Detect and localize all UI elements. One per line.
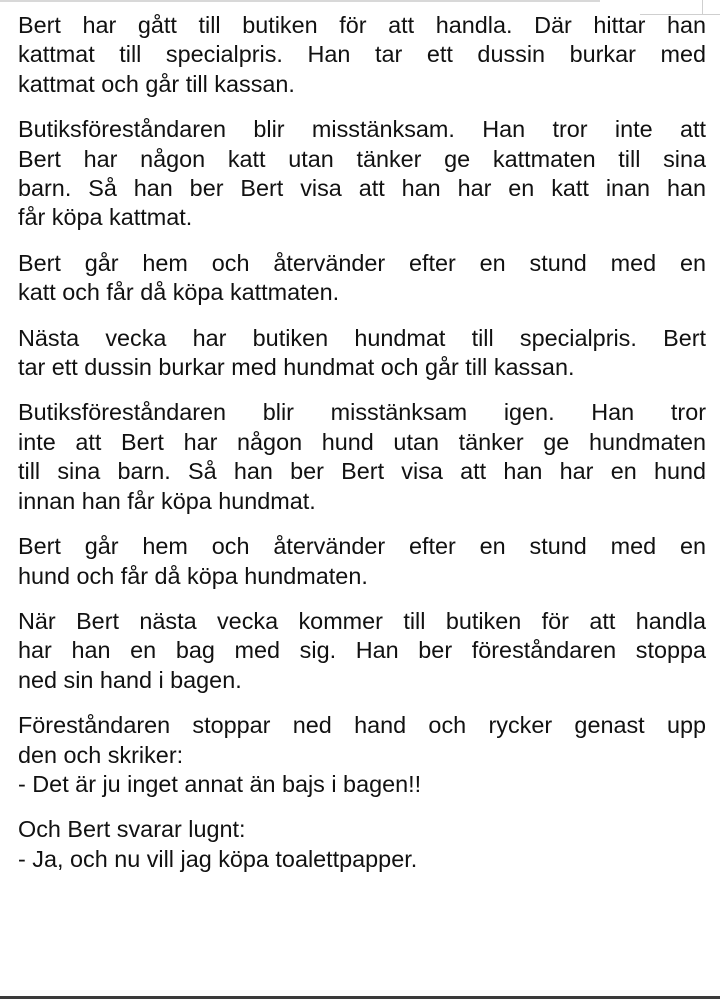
top-edge-divider — [0, 0, 600, 2]
paragraph-5-line-1: Butiksföreståndaren blir misstänksam igen. Han tror — [18, 399, 706, 426]
paragraph-7 — [18, 607, 706, 695]
paragraph-8-line-2: den och skriker: — [18, 741, 184, 768]
paragraph-9-line-1: Och Bert svarar lugnt: — [18, 816, 246, 843]
paragraph-3-line-1: Bert går hem och återvänder efter en stund med en — [18, 249, 706, 276]
paragraph-5-line-2: inte att Bert har någon hund utan tänker ge hundmaten — [18, 428, 706, 455]
paragraph-9 — [18, 815, 706, 874]
paragraph-2-line-2: Bert har någon katt utan tänker ge kattmaten till sina — [18, 145, 706, 172]
paragraph-9-line-2: - Ja, och nu vill jag köpa toalettpapper. — [18, 845, 418, 872]
paragraph-8 — [18, 711, 706, 799]
paragraph-8-line-3: - Det är ju inget annat än bajs i bagen!! — [18, 770, 422, 797]
paragraph-1-line-2: kattmat till specialpris. Han tar ett dussin burkar med — [18, 41, 706, 68]
paragraph-4-line-2: tar ett dussin burkar med hundmat och går till kassan. — [18, 354, 575, 381]
paragraph-7-line-3: ned sin hand i bagen. — [18, 666, 242, 693]
paragraph-2 — [18, 115, 706, 233]
paragraph-1-line-3: kattmat och går till kassan. — [18, 70, 295, 97]
paragraph-5-line-4: innan han får köpa hundmat. — [18, 487, 316, 514]
paragraph-2-line-3: barn. Så han ber Bert visa att han har en katt inan han — [18, 175, 706, 202]
paragraph-7-line-1: När Bert nästa vecka kommer till butiken för att handla — [18, 607, 706, 634]
paragraph-1 — [18, 11, 706, 99]
paragraph-1-line-1: Bert har gått till butiken för att handla. Där hittar han — [18, 12, 706, 38]
paragraph-6 — [18, 532, 706, 591]
story-text — [18, 11, 706, 890]
paragraph-2-line-1: Butiksföreståndaren blir misstänksam. Han tror inte att — [18, 116, 706, 143]
paragraph-4-line-1: Nästa vecka har butiken hundmat till specialpris. Bert — [18, 324, 706, 351]
paragraph-7-line-2: har han en bag med sig. Han ber föreståndaren stoppa — [18, 637, 706, 664]
paragraph-6-line-1: Bert går hem och återvänder efter en stund med en — [18, 533, 706, 560]
paragraph-3 — [18, 249, 706, 308]
paragraph-4 — [18, 324, 706, 383]
paragraph-6-line-2: hund och får då köpa hundmaten. — [18, 562, 368, 589]
paragraph-5 — [18, 398, 706, 516]
paragraph-3-line-2: katt och får då köpa kattmaten. — [18, 279, 340, 306]
paragraph-5-line-3: till sina barn. Så han ber Bert visa att han har en hund — [18, 458, 706, 485]
paragraph-2-line-4: får köpa kattmat. — [18, 204, 193, 231]
paragraph-8-line-1: Föreståndaren stoppar ned hand och rycker genast upp — [18, 712, 706, 739]
